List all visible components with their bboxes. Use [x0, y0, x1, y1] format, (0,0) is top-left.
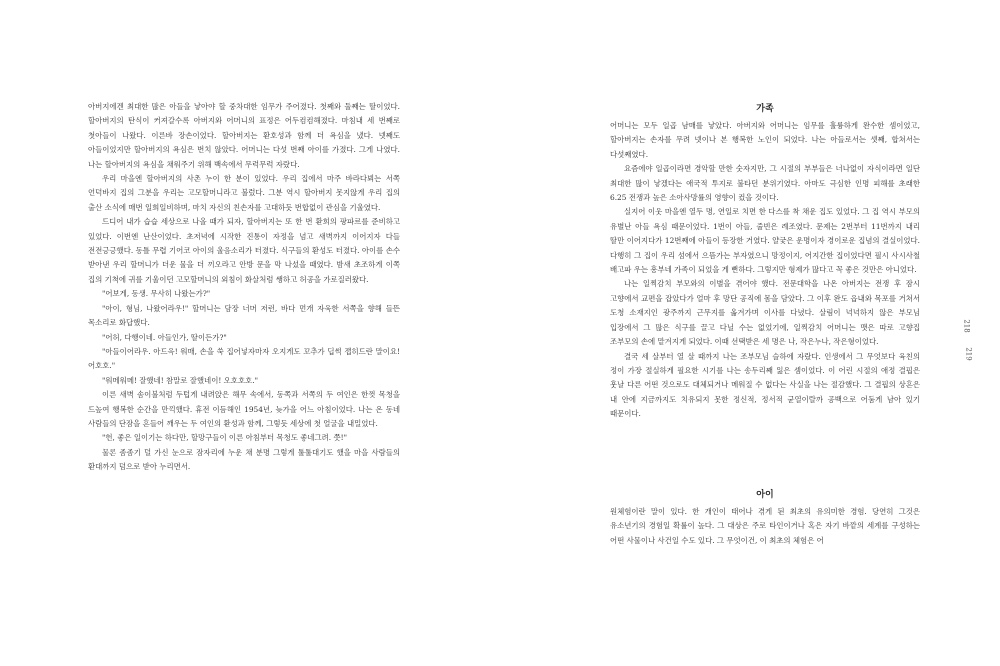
body-paragraph: 이른 새벽 솜이불처럼 두텁게 내려앉은 해무 속에서, 동쪽과 서쪽의 두 여인은 한껏 목청을 드높여 행복한 순간을 만끽했다. 휴전 이듬해인 1954년, 늦가을 어느 아침이었다. 나는 온 동네 사람들의 단잠을 흔들어 깨우는 두 여인의 환성과 함께, 그렇듯 세상에 첫 얼굴을 내밀었다. — [88, 390, 400, 428]
body-paragraph: 나는 일찍감치 부모와의 이별을 겪어야 했다. 전문대학을 나온 아버지는 전쟁 후 잠시 고향에서 교편을 잡았다가 얼마 후 망단 공직에 몸을 담았다. 그 이후 완도 읍내와 목포를 거쳐서 도청 소재지인 광주까지 근무지를 옮겨가며 이사를 다녔다. 살림이 넉넉하지 않은 부모님 입장에서 그 많은 식구를 끌고 다닐 수는 없었기에, 일찍감치 어머니는 맷은 따로 고향집 조부모의 손에 맡겨지게 되었다. 이때 선택받은 세 명은 나, 작은누나, 작은형이었다. — [610, 279, 920, 347]
dialogue-line: "어보게, 동생. 무사히 나왔는가?" — [102, 289, 211, 299]
section-title: 가족 — [756, 104, 774, 114]
body-paragraph: 결국 세 살부터 열 살 때까지 나는 조부모님 슬하에 자랐다. 인생에서 그 무엇보다 육친의 정이 가장 절실하게 필요한 시기를 나는 송두리째 잃은 셈이었다. 이 어린 시절의 애정 결핍은 훗날 다른 어떤 것으로도 대체되거나 메워질 수 없다는 사실을 나는 절감했다. 그 결핍의 상흔은 내 안에 지금까지도 치유되지 못한 정신적, 정서적 균열이랄까 공백으로 어둠게 남아 있기 때문이다. — [610, 351, 920, 419]
section-title: 아이 — [756, 490, 774, 500]
body-paragraph: 우리 마을엔 할아버지의 사촌 누이 한 분이 있었다. 우리 집에서 마주 바라다뵈는 서쪽 언덕바지 집의 그분을 우리는 고모할머니라고 불렀다. 그분 역시 할아버지 못지않게 우리 집의 출산 소식에 매번 일희일비하며, 마치 자신의 친손자를 고대하듯 번합없이 관심을 기울였다. — [88, 174, 400, 212]
section-family — [610, 102, 920, 422]
dialogue-line: "아이, 형님, 나왔어라우!" 할머니는 담장 너머 저런, 바다 먼개 자욱한 서쪽을 향해 들뜬 목소리로 화답했다. — [88, 303, 400, 328]
body-paragraph: 원체험이란 말이 있다. 한 개인이 태어나 겪게 된 최초의 유의미한 경험. 당연히 그것은 유소년기의 경험일 확률이 높다. 그 대상은 주로 타인이거나 혹은 자기 바깥의 세계를 구성하는 어떤 사물이나 사건일 수도 있다. 그 무엇이건, 이 최초의 체험은 어 — [610, 507, 920, 545]
dialogue-line: "어허, 다행이네. 아들인가, 딸이든가?" — [102, 332, 227, 342]
dialogue-line: "아들이어라우. 아드윽! 워매, 손을 쑥 집어넣자마자 오지게도 꼬추가 딥썩 잽히드란 말이요! 어호호." — [88, 346, 400, 371]
body-paragraph: 요즘에야 일곱이라면 경악할 만한 숫자지만, 그 시절의 부부들은 너나없이 자식이라면 일단 최대한 많이 낳겠다는 애국적 투지로 불타던 분위기였다. 아마도 극심한 인명 피해를 초래한 6.25 전쟁과 높은 소아사망률의 영향이 컸을 것이다. — [610, 164, 920, 203]
dialogue-line: "헌, 좋은 일이기는 하다만, 할망구들이 이른 아침부터 목청도 좋네그려. 쯧!" — [102, 433, 348, 443]
body-paragraph: 드디어 내가 습습 세상으로 나올 때가 되자, 할아버지는 또 한 번 환희의 팡파르를 준비하고 있었다. 이번엔 난산이었다. 초저녁에 시작한 진통이 자정을 넘고 새벽까지 이어지자 다들 전전긍긍했다. 동틀 무렵 기어코 아이의 울음소리가 터졌다. 식구들의 환성도 터졌다. 아이를 손수 받아낸 우리 할머니가 더운 물을 더 끼오라고 안방 문을 막 나섰을 때였다. 밤새 초조하게 이쪽 집의 기척에 귀를 기울이던 고모할머니의 외침이 화살처럼 쌩하고 허공을 가로질러왔다. — [88, 217, 400, 284]
body-paragraph: 실지어 이웃 마을엔 열두 명, 연일로 치면 한 다스를 착 채운 집도 있었다. 그 집 역시 부모의 유별난 아들 욕심 때문이었다. 1번이 아들, 줄빈은 례조였다. 문제는 2번부터 11번까지 내리 딸만 이어지다가 12번째에 아들이 등장한 거였다. 얄궂은 운명이자 경이로운 집념의 결실이었다. 다행히 그 집이 우리 섬에서 으뜸가는 부자였으니 망정이지, 어지간한 집이었다면 필시 사시사철 배고파 우는 흥부네 가족이 되었을 게 뻔하다. 그렇지만 형제가 많다고 꼭 좋은 것만은 아니었다. — [610, 207, 920, 275]
page-number-left: 218 — [962, 319, 971, 333]
body-paragraph: 어머니는 모두 일곱 남매를 낳았다. 아버지와 어머니는 임무를 훌륭하게 완수한 셈이었고, 할아버지는 손자를 무려 넷이나 본 행복한 노인이 되었다. 나는 아들로서는 셋째, 합쳐서는 다섯째였다. — [610, 121, 920, 159]
section-child — [610, 488, 920, 548]
page-number-right: 219 — [964, 347, 973, 361]
dialogue-line: "워메워메! 잘했네! 참말로 잘했네이! 오호호호." — [102, 375, 258, 385]
body-paragraph: 아버지에겐 최대한 많은 아들을 낳아야 할 중차대한 임무가 주어졌다. 첫째와 둘째는 딸이었다. 할아버지의 탄식이 커져갈수록 아버지와 어머니의 표정은 어두컴컴해졌다. 마침내 세 번째로 첫아들이 나왔다. 이른바 장손이었다. 할아버지는 환호성과 함께 더 욕심을 냈다. 넷째도 아들이었지만 할아버지의 욕심은 번치 않았다. 어머니는 다섯 번째 아이를 가졌다. 그게 나였다. 나는 할아버지의 욕심을 채워주기 위해 백속에서 무럭무럭 자랐다. — [88, 102, 400, 169]
left-page-body — [88, 100, 400, 475]
body-paragraph: 물론 좀좀기 덜 가신 눈으로 잠자리에 누운 채 분명 그렇게 툴툴대기도 했을 마을 사람들의 환대까지 덤으로 받아 누리면서. — [88, 447, 400, 472]
